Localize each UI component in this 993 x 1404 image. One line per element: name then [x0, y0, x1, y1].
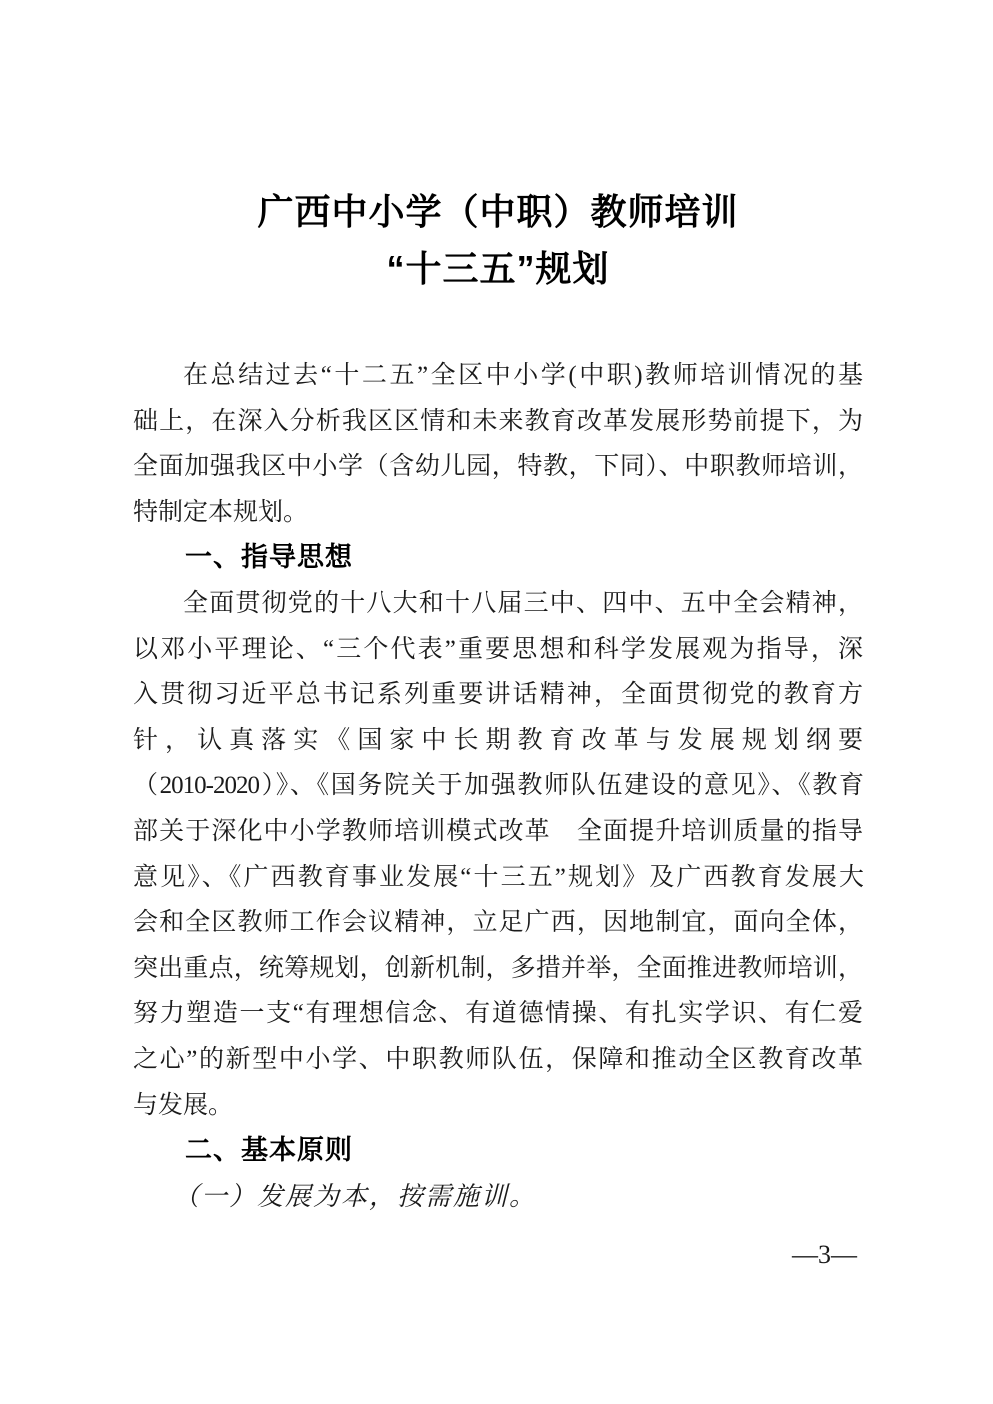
- text-line: 全面加强我区中小学（含幼儿园，特教，下同）、中职教师培训，: [133, 453, 863, 481]
- section-heading: 二、基本原则: [185, 1135, 353, 1166]
- text-line: 意见》、《广西教育事业发展“十三五”规划》及广西教育发展大: [133, 863, 863, 891]
- text-line: 努力塑造一支“有理想信念、有道德情操、有扎实学识、有仁爱: [133, 1000, 863, 1028]
- document-title-line1: 广西中小学（中职）教师培训: [257, 191, 739, 232]
- text-line: 会和全区教师工作会议精神，立足广西，因地制宜，面向全体，: [133, 909, 863, 937]
- text-line: （2010-2020）》、《国务院关于加强教师队伍建设的意见》、《教育: [133, 772, 863, 800]
- text-line: 特制定本规划。: [133, 498, 309, 526]
- document-title: [133, 183, 863, 297]
- text-line: 部关于深化中小学教师培训模式改革 全面提升培训质量的指导: [133, 817, 863, 845]
- text-line: 在总结过去“十二五”全区中小学(中职)教师培训情况的基: [183, 362, 863, 389]
- page-number: —3—: [792, 1240, 857, 1269]
- text-line: 以邓小平理论、“三个代表”重要思想和科学发展观为指导，深: [133, 635, 863, 663]
- document-content: [133, 183, 863, 1219]
- subsection-heading: （一）发展为本，按需施训。: [173, 1181, 538, 1211]
- section-heading: 一、指导思想: [185, 542, 353, 573]
- document-body: [133, 353, 863, 1219]
- text-line: 针，认真落实《国家中长期教育改革与发展规划纲要: [133, 726, 863, 754]
- text-line: 础上，在深入分析我区区情和未来教育改革发展形势前提下，为: [133, 407, 863, 435]
- text-line: 与发展。: [133, 1091, 234, 1119]
- text-line: 之心”的新型中小学、中职教师队伍，保障和推动全区教育改革: [133, 1045, 863, 1073]
- text-line: 全面贯彻党的十八大和十八届三中、四中、五中全会精神，: [183, 589, 863, 617]
- document-title-line2: “十三五”规划: [386, 248, 610, 289]
- text-line: 入贯彻习近平总书记系列重要讲话精神，全面贯彻党的教育方: [133, 681, 863, 709]
- text-line: 突出重点，统筹规划，创新机制，多措并举，全面推进教师培训，: [133, 954, 863, 982]
